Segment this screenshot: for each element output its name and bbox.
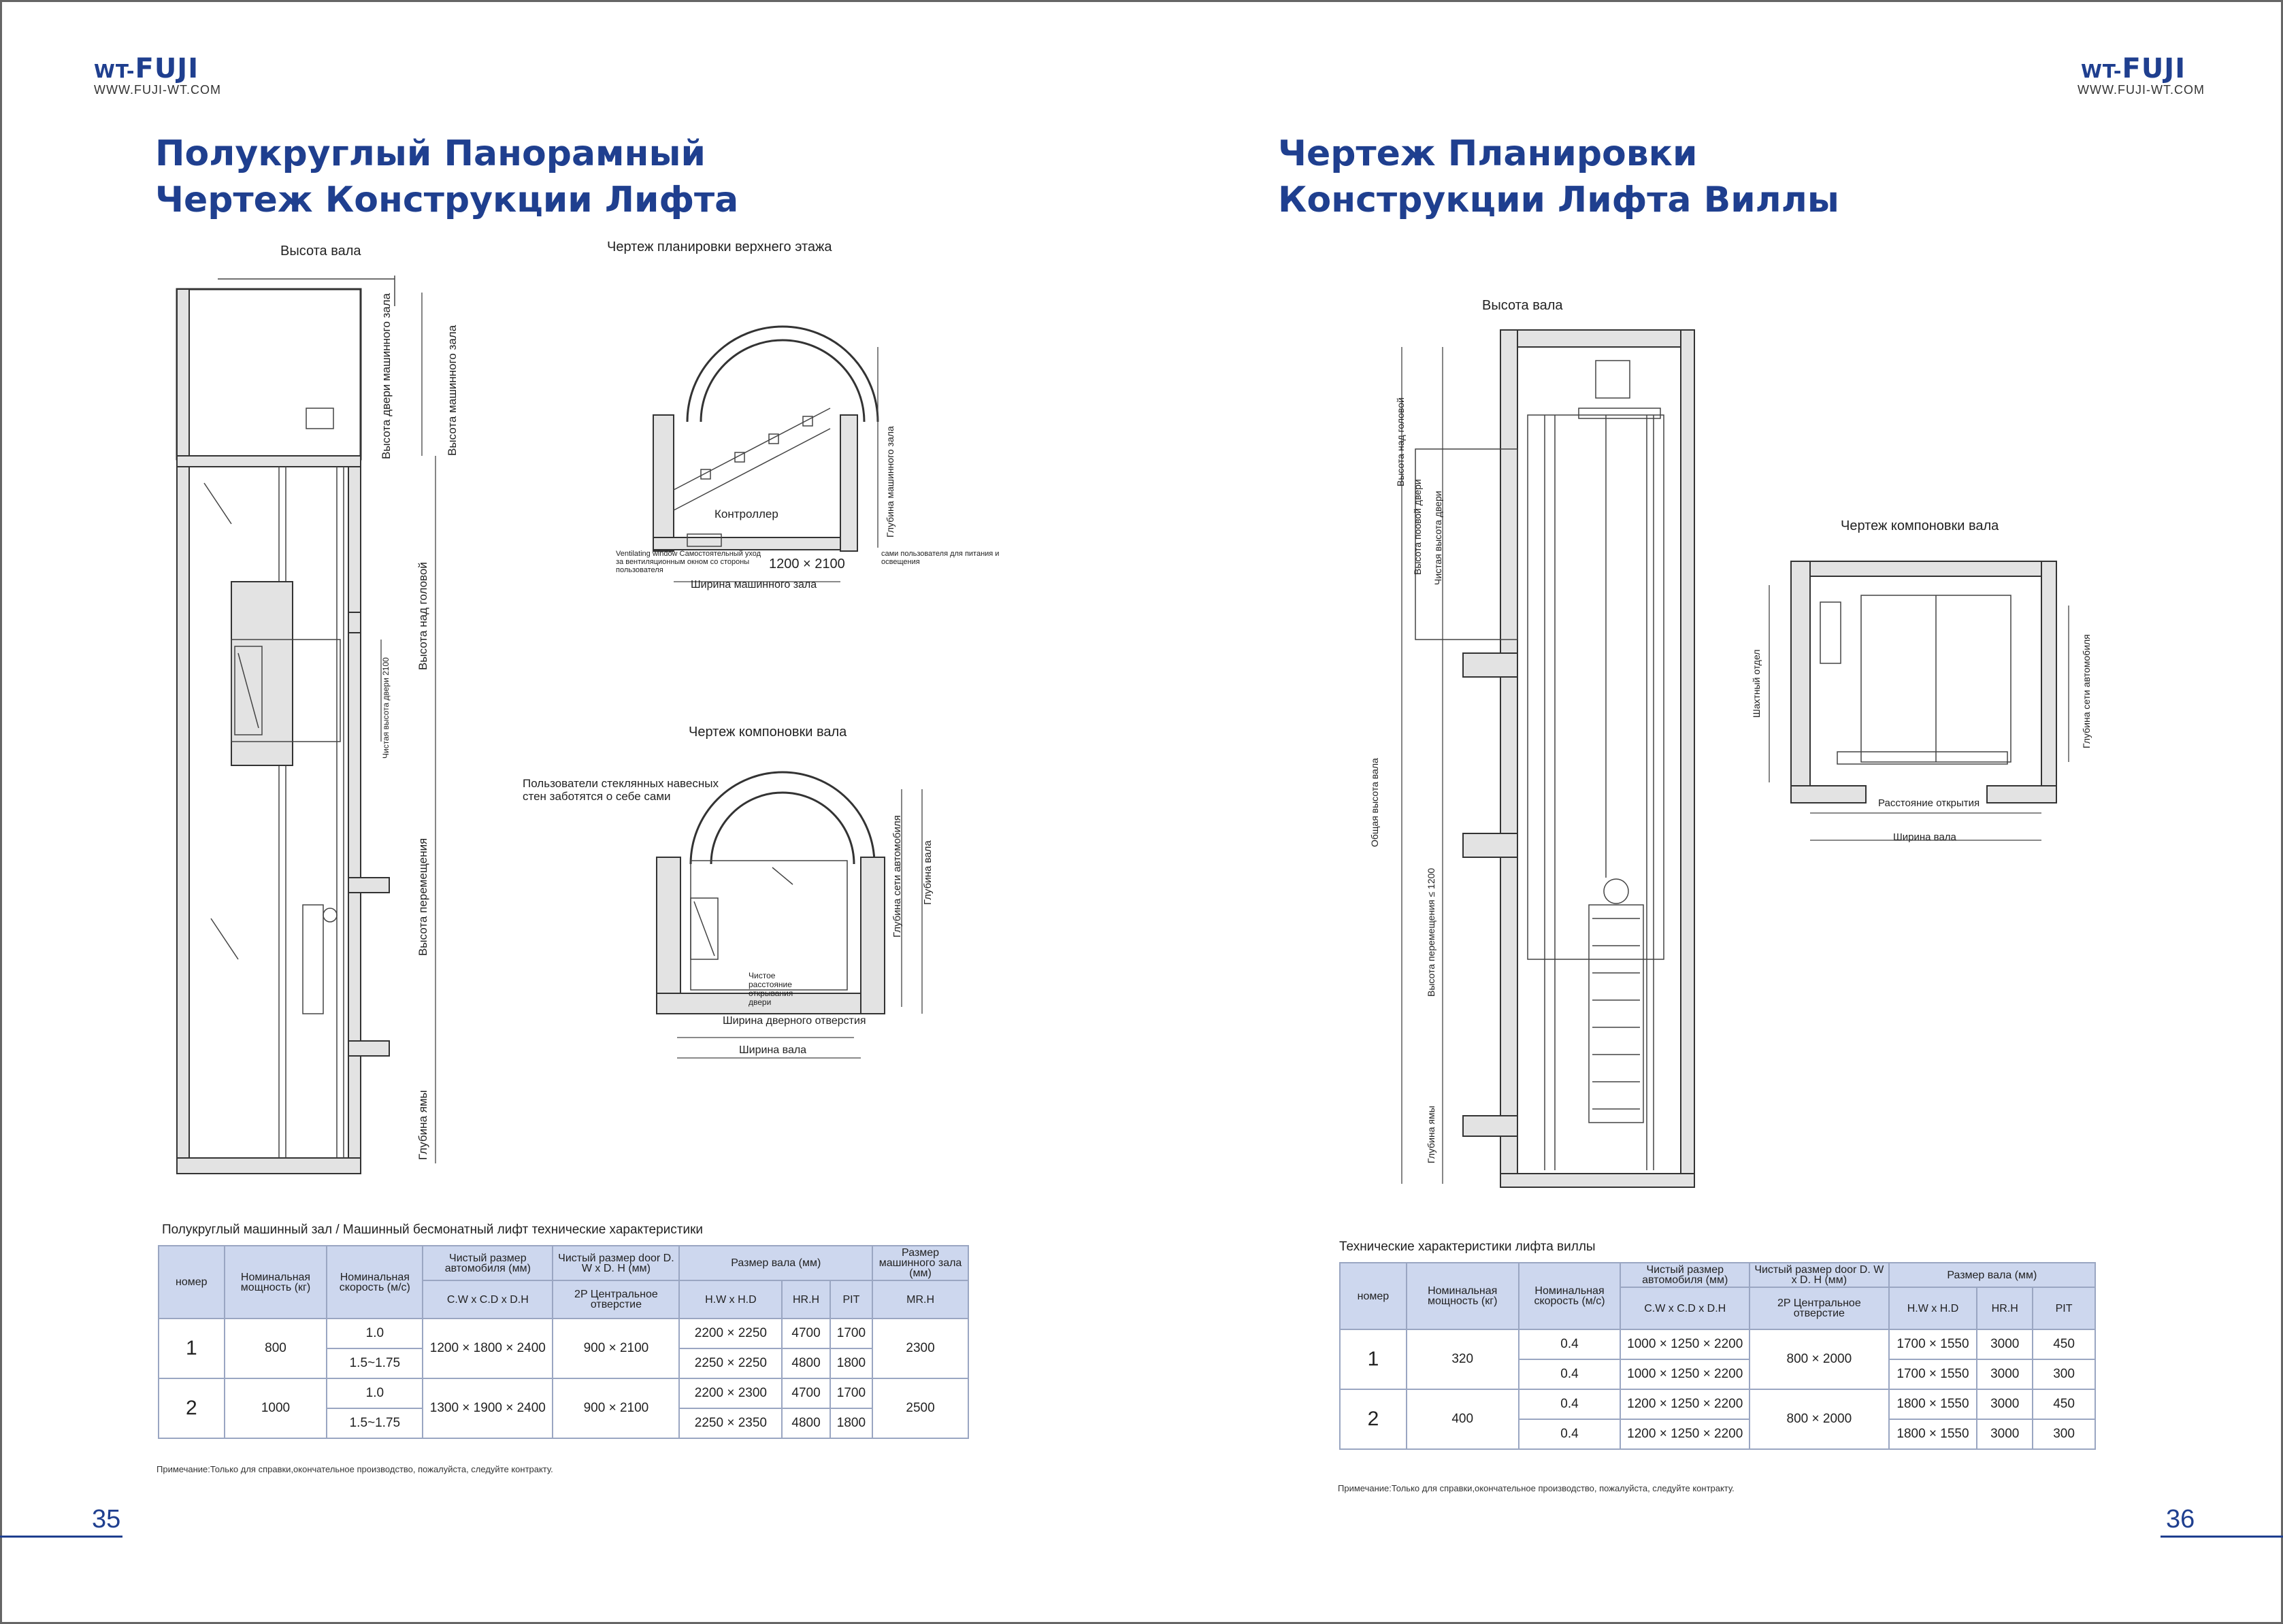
label-total-shaft-height: Общая высота вала xyxy=(1369,758,1380,847)
page-title-right: Чертеж Планировки Конструкции Лифта Виллы xyxy=(1278,133,1839,220)
header-car-sub: C.W x C.D x D.H xyxy=(423,1280,553,1319)
label-clear-opening: Чистое расстояние открывания двери xyxy=(749,971,793,1007)
label-vent-window: Ventilating window Самостоятельный уход за вентиляционным окном со стороны пользователя xyxy=(616,550,761,574)
label-door-opening-width: Ширина дверного отверстия xyxy=(723,1015,866,1027)
header-door: Чистый размер door D. W x D. H (мм) xyxy=(553,1246,679,1280)
header-hrh: HR.H xyxy=(1977,1287,2033,1329)
label-shaft-height-right: Высота вала xyxy=(1482,298,1563,313)
table-row: 2 1000 1.0 1300 × 1900 × 2400 900 × 2100 2200 × 2300 4700 1700 2500 xyxy=(159,1378,968,1408)
table-caption-left: Полукруглый машинный зал / Машинный бесмонатный лифт технические характеристики xyxy=(162,1223,704,1237)
header-shaft: Размер вала (мм) xyxy=(679,1246,872,1280)
shaft-layout-plan-right xyxy=(1762,558,2082,857)
label-clear-door-height-left: Чистая высота двери 2100 xyxy=(381,657,391,759)
table-row: 1.5~1.75 2250 × 2350 4800 1800 xyxy=(159,1408,968,1438)
label-machine-room-height: Высота машинного зала xyxy=(446,325,459,456)
page-rule-right xyxy=(2161,1536,2283,1538)
label-shaft-layout-right: Чертеж компоновки вала xyxy=(1841,518,1999,533)
label-shaft-height-left: Высота вала xyxy=(280,244,361,259)
label-mr-size: 1200 × 2100 xyxy=(769,557,845,571)
header-mr: Размер машинного зала (мм) xyxy=(872,1246,968,1280)
label-shaft-depth-left: Глубина вала xyxy=(922,840,934,905)
label-machine-door-height: Высота двери машинного зала xyxy=(380,293,393,459)
brand-logo-left: WT-FUJI xyxy=(94,53,199,84)
label-overhead-right: Высота над головой xyxy=(1395,397,1406,486)
table-row: 1 320 0.4 1000 × 1250 × 2200 800 × 2000 1700 × 1550 3000 450 xyxy=(1340,1329,2095,1359)
label-top-floor-plan: Чертеж планировки верхнего этажа xyxy=(607,239,832,254)
header-load: Номинальная мощность (кг) xyxy=(1407,1263,1519,1329)
brand-logo-right: WT-FUJI xyxy=(2081,53,2186,84)
label-shaft-layout-left: Чертеж компоновки вала xyxy=(689,725,847,740)
label-user-power: сами пользователя для питания и освещения xyxy=(881,550,1000,566)
header-door: Чистый размер door D. W x D. H (мм) xyxy=(1750,1263,1889,1287)
label-pit-depth-right: Глубина ямы xyxy=(1426,1106,1436,1163)
table-caption-right: Технические характеристики лифта виллы xyxy=(1339,1240,1596,1254)
panoramic-elevation-drawing xyxy=(163,265,517,1177)
header-pit: PIT xyxy=(830,1280,872,1319)
label-door-height-right: Высота поовой двери xyxy=(1412,479,1423,575)
header-hwd: H.W x H.D xyxy=(679,1280,782,1319)
label-controller: Контроллер xyxy=(715,508,778,520)
header-hwd: H.W x H.D xyxy=(1889,1287,1977,1329)
header-door-sub: 2P Центральное отверстие xyxy=(553,1280,679,1319)
label-shaft-width-left: Ширина вала xyxy=(739,1044,807,1056)
header-door-sub: 2P Центральное отверстие xyxy=(1750,1287,1889,1329)
label-mr-depth: Глубина машинного зала xyxy=(885,426,896,537)
brand-url-right: WWW.FUJI-WT.COM xyxy=(2077,83,2205,97)
header-speed: Номинальная скорость (м/с) xyxy=(327,1246,423,1319)
brand-url-left: WWW.FUJI-WT.COM xyxy=(94,83,221,97)
header-mrh: MR.H xyxy=(872,1280,968,1319)
header-car-sub: C.W x C.D x D.H xyxy=(1620,1287,1750,1329)
label-mr-width: Ширина машинного зала xyxy=(691,579,817,591)
header-no: номер xyxy=(159,1246,225,1319)
header-hrh: HR.H xyxy=(782,1280,830,1319)
label-travel-height-right: Высота перемещения ≤ 1200 xyxy=(1426,867,1436,997)
header-shaft: Размер вала (мм) xyxy=(1889,1263,2095,1287)
label-opening-distance: Расстояние открытия xyxy=(1878,797,1980,809)
page-number-left: 35 xyxy=(92,1505,121,1534)
label-glass-users: Пользователи стеклянных навесных стен заботятся о себе сами xyxy=(523,777,719,803)
label-travel-height-left: Высота перемещения xyxy=(416,838,429,956)
header-load: Номинальная мощность (кг) xyxy=(225,1246,327,1319)
page-rule-left xyxy=(0,1536,122,1538)
table-row: 0.4 1200 × 1250 × 2200 1800 × 1550 3000 300 xyxy=(1340,1419,2095,1449)
table-row: 0.4 1000 × 1250 × 2200 1700 × 1550 3000 300 xyxy=(1340,1359,2095,1389)
table-note-left: Примечание:Только для справки,окончательное производство, пожалуйста, следуйте контракту. xyxy=(157,1464,553,1474)
label-car-net-depth-left: Глубина сети автомобиля xyxy=(891,815,903,938)
header-car: Чистый размер автомобиля (мм) xyxy=(1620,1263,1750,1287)
label-shaft-width-right: Ширина вала xyxy=(1893,831,1956,843)
table-note-right: Примечание:Только для справки,окончательное производство, пожалуйста, следуйте контракту. xyxy=(1338,1483,1735,1493)
page-number-right: 36 xyxy=(2166,1505,2195,1534)
spec-table-left xyxy=(158,1245,969,1439)
table-row: 2 400 0.4 1200 × 1250 × 2200 800 × 2000 1800 × 1550 3000 450 xyxy=(1340,1389,2095,1419)
header-car: Чистый размер автомобиля (мм) xyxy=(423,1246,553,1280)
label-shaft-depth-side: Шахтный отдел xyxy=(1751,649,1762,718)
header-speed: Номинальная скорость (м/с) xyxy=(1519,1263,1621,1329)
table-row: 1.5~1.75 2250 × 2250 4800 1800 xyxy=(159,1348,968,1378)
label-car-net-depth-right: Глубина сети автомобиля xyxy=(2081,634,2092,748)
header-pit: PIT xyxy=(2033,1287,2095,1329)
page-title-left: Полукруглый Панорамный Чертеж Конструкции Лифта xyxy=(155,133,739,220)
table-row: 1 800 1.0 1200 × 1800 × 2400 900 × 2100 2200 × 2250 4700 1700 2300 xyxy=(159,1319,968,1348)
label-clear-door-height-right: Чистая высота двери xyxy=(1432,491,1443,585)
label-overhead-left: Высота над головой xyxy=(416,562,429,670)
header-no: номер xyxy=(1340,1263,1407,1329)
villa-elevation-drawing xyxy=(1361,320,1715,1191)
label-pit-depth-left: Глубина ямы xyxy=(416,1090,429,1160)
spec-table-right xyxy=(1339,1262,2096,1450)
